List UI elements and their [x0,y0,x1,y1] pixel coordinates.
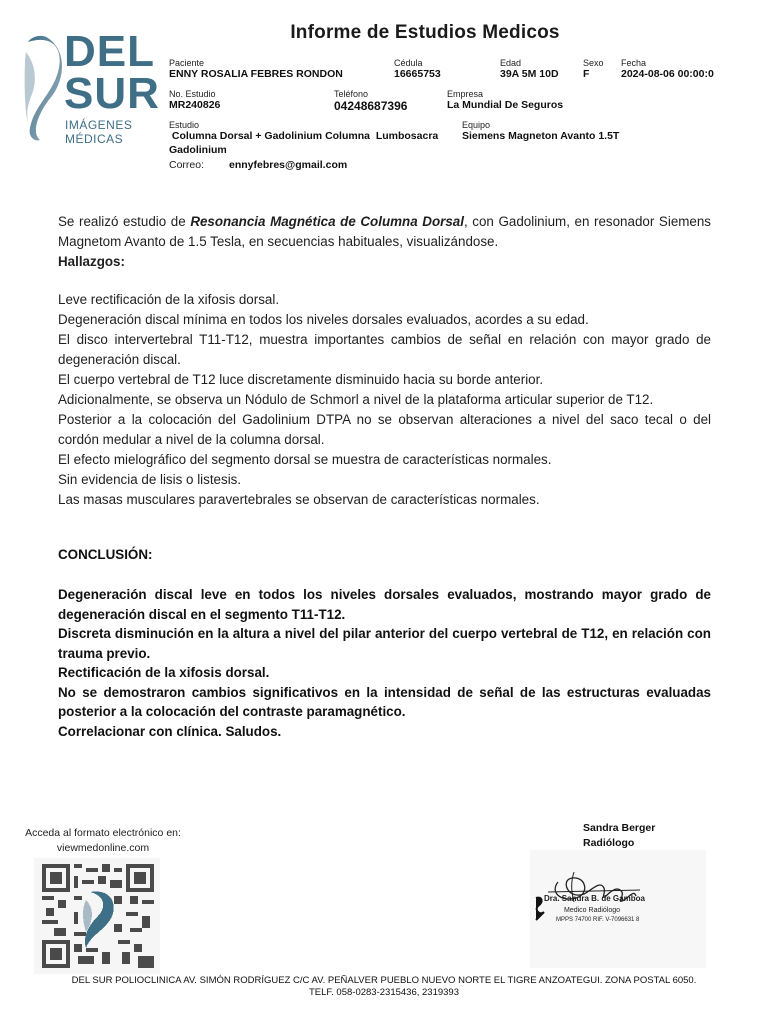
finding-item: Las masas musculares paravertebrales se observan de características normales. [58,492,540,507]
conclusion-title: CONCLUSIÓN: [58,547,153,562]
intro-paragraph [58,212,711,252]
signer-role: Radiólogo [583,837,635,849]
estudio-label: Estudio [169,120,200,130]
finding-item: Posterior a la colocación del Gadolinium DTPA no se observan alteraciones a nivel del saco tecal o del cordón medular a nivel de la columna dorsal. [58,412,711,447]
conclusion-item: Degeneración discal leve en todos los niveles dorsales evaluados, mostrando mayor grado de degeneración discal en el segmento T11-T12. [58,587,711,622]
logo [24,27,160,148]
qr-caption-line2[interactable]: viewmedonline.com [56,842,150,854]
logo-subtitle-line1: IMÁGENES [65,118,133,132]
conclusion-section [58,585,711,741]
intro-text-rest: , con Gadolinium, en resonador Siemens Magnetom Avanto de 1.5 Tesla, en secuencias habituales, visualizándose. [58,214,712,249]
correo-label: Correo: [169,159,205,171]
empresa-label: Empresa [447,89,484,99]
finding-item: Adicionalmente, se observa un Nódulo de Schmorl a nivel de la plataforma articular superior de T12. [58,392,654,407]
finding-item: Sin evidencia de lisis o listesis. [58,472,242,487]
footer-address: DEL SUR POLIOCLINICA AV. SIMÓN RODRÍGUEZ C/C AV. PEÑALVER PUEBLO NUEVO NORTE EL TIGRE ANZOATEGUI. ZONA POSTAL 6050. [71,975,697,986]
logo-swoosh-icon [24,32,68,144]
conclusion-item: Rectificación de la xifosis dorsal. [58,665,270,680]
sexo-value: F [583,68,590,80]
estudio-value-line2: Gadolinium [169,144,227,156]
stamp-line1: Dra. Sandra B. de Gamboa [544,894,645,903]
conclusion-item: Discreta disminución en la altura a nivel del pilar anterior del cuerpo vertebral de T12, en relación con trauma previo. [58,626,711,661]
equipo-value: Siemens Magneton Avanto 1.5T [462,130,620,142]
fecha-label: Fecha [621,58,647,68]
stamp-line3: MPPS 74700 RIF. V-7096631 8 [556,917,640,923]
qr-caption-line1: Acceda al formato electrónico en: [25,827,181,839]
sexo-label: Sexo [583,58,604,68]
signer-name: Sandra Berger [583,822,656,834]
page-title: Informe de Estudios Medicos [290,22,560,43]
conclusion-item: Correlacionar con clínica. Saludos. [58,723,282,739]
hallazgos-heading: Hallazgos: [58,254,125,269]
stamp-line2: Medico Radiólogo [564,907,621,914]
edad-value: 39A 5M 10D [500,68,559,80]
logo-subtitle-line2: MÉDICAS [65,132,124,146]
telefono-value: 04248687396 [334,99,408,113]
footer-phone: TELF. 058-0283-2315436, 2319393 [308,987,459,998]
paciente-label: Paciente [169,58,205,68]
estudio-value-line1: Columna Dorsal + Gadolinium Columna Lumbosacra [169,130,439,142]
estudio-no-value: MR240826 [169,99,221,111]
estudio-no-label: No. Estudio [169,89,216,99]
logo-text-line1: DEL [64,27,155,76]
fecha-value: 2024-08-06 00:00:0 [621,68,714,80]
finding-item: Leve rectificación de la xifosis dorsal. [58,292,280,307]
paciente-value: ENNY ROSALIA FEBRES RONDON [169,68,343,80]
finding-item: El efecto mielográfico del segmento dorsal se muestra de características normales. [58,452,552,467]
correo-value: ennyfebres@gmail.com [229,159,348,171]
finding-item: El disco intervertebral T11-T12, muestra importantes cambios de señal en relación con mayor grado de degeneración discal. [58,332,711,367]
edad-label: Edad [500,58,522,68]
finding-item: El cuerpo vertebral de T12 luce discretamente disminuido hacia su borde anterior. [58,372,544,387]
equipo-label: Equipo [462,120,491,130]
report-body [58,212,711,510]
study-name: Resonancia Magnética de Columna Dorsal [190,214,464,229]
conclusion-item: No se demostraron cambios significativos en la intensidad de señal de las estructuras evaluadas posterior a la colocación del contraste paramagnético. [58,684,711,719]
qr-code-icon [42,864,154,968]
qr-code[interactable] [34,858,160,974]
finding-item: Degeneración discal mínima en todos los niveles dorsales evaluados, acordes a su edad. [58,312,589,327]
telefono-label: Teléfono [334,89,369,99]
cedula-label: Cédula [394,58,423,68]
signature-stamp [530,850,706,968]
intro-text: Se realizó estudio de [58,214,191,229]
cedula-value: 16665753 [394,68,441,80]
logo-text-line2: SUR [64,69,160,118]
empresa-value: La Mundial De Seguros [447,99,564,111]
